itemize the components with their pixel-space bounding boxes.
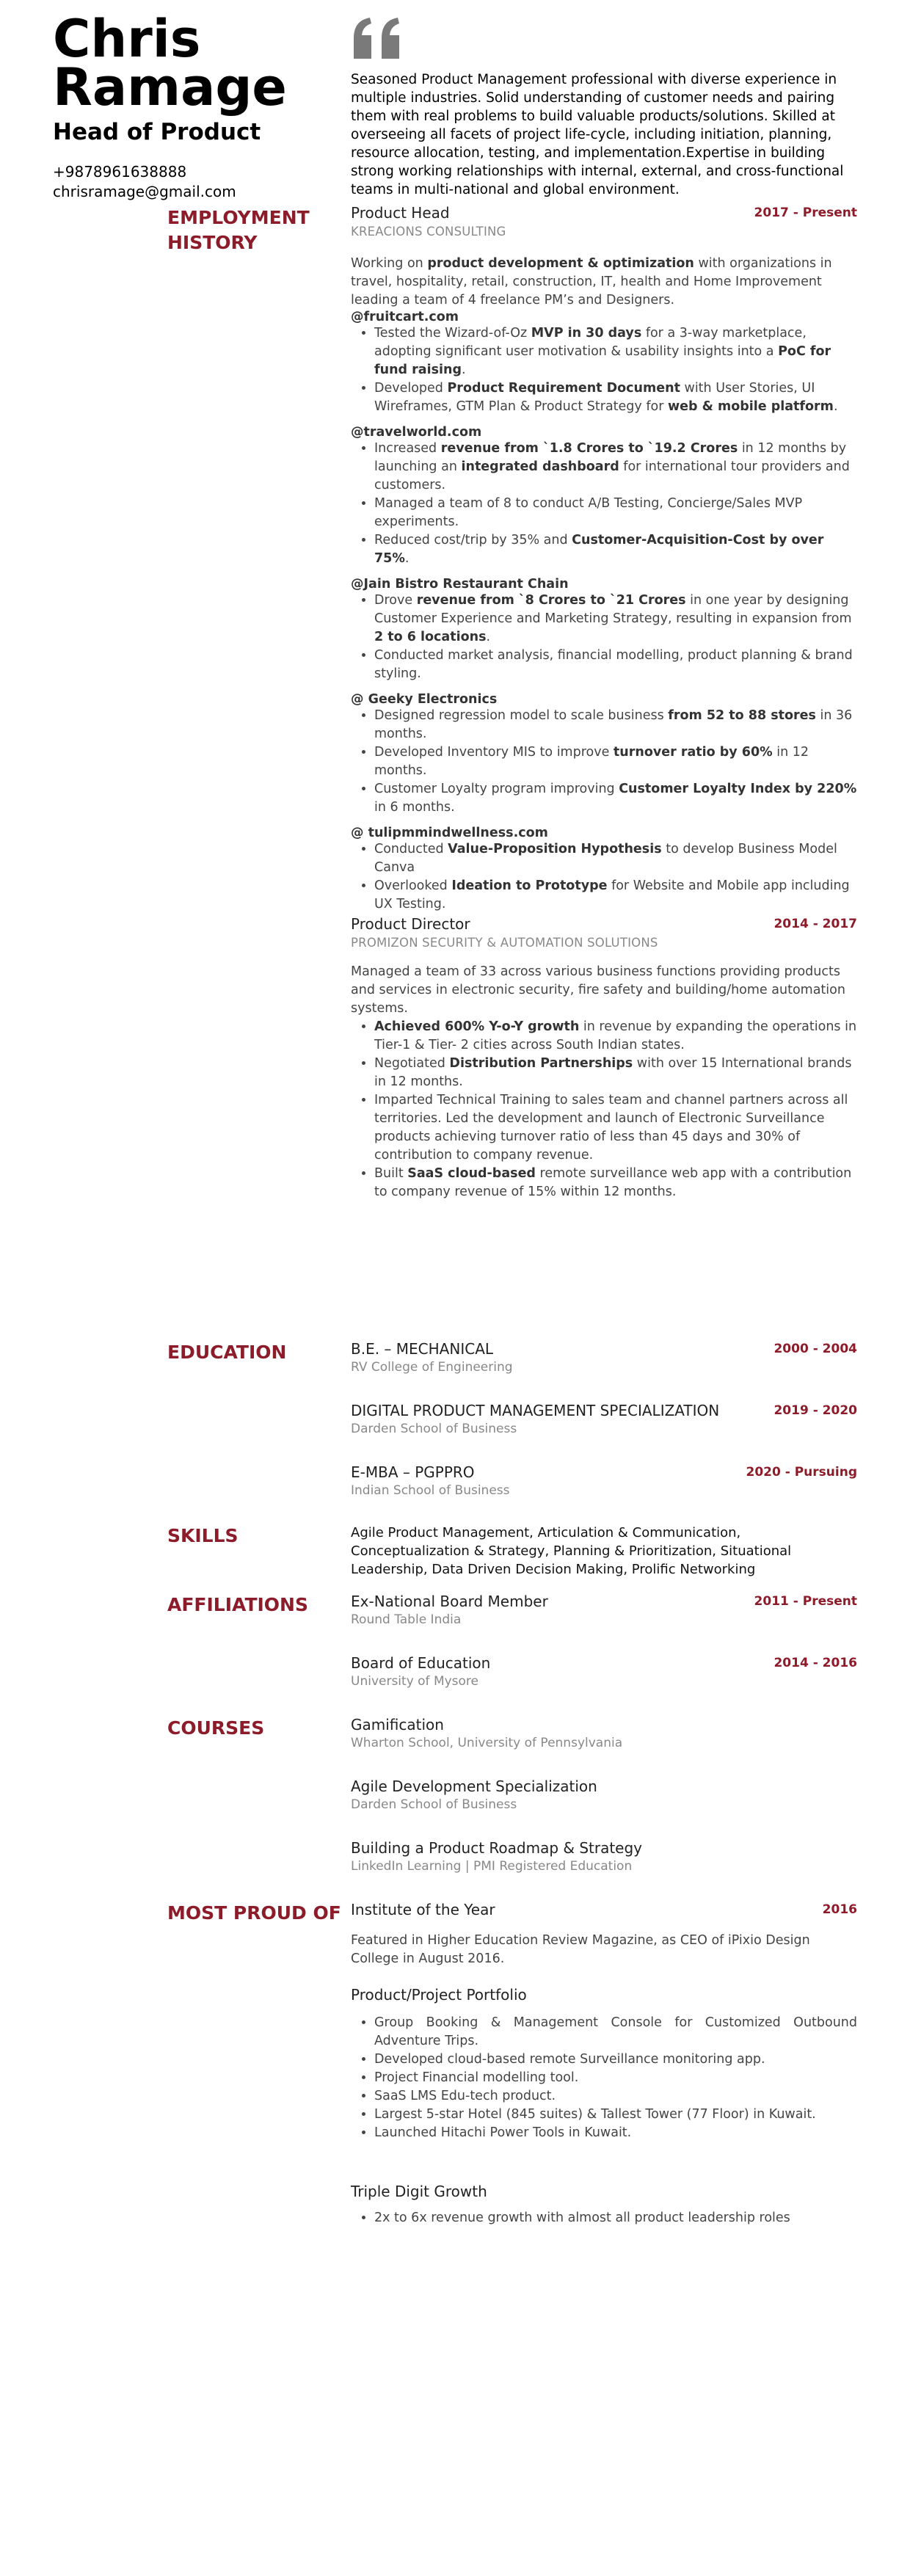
company-name: PROMIZON SECURITY & AUTOMATION SOLUTIONS: [351, 936, 658, 950]
list-item: • Tested the Wizard-of-Oz MVP in 30 days for a 3-way marketplace, adopting significant user motivation & usability insights into a PoC for fund raising.: [374, 324, 857, 379]
proud-growth: [351, 2183, 857, 2227]
list-item: • Developed Product Requirement Document with User Stories, UI Wireframes, GTM Plan & Product Strategy for web & mobile platform.: [374, 379, 857, 416]
proud-award: [351, 1901, 857, 1968]
job-entry-1: [351, 204, 857, 914]
list-item: • Designed regression model to scale business from 52 to 88 stores in 36 months.: [374, 707, 857, 743]
course-title: Gamification: [351, 1716, 444, 1733]
last-name: Ramage: [53, 57, 287, 117]
job-title: Product Director: [351, 915, 470, 933]
section-employment-history: EMPLOYMENT HISTORY: [167, 207, 310, 253]
client-handle: @ tulipmmindwellness.com: [351, 826, 548, 840]
list-item: • 2x to 6x revenue growth with almost all product leadership roles: [374, 2209, 857, 2227]
education-item: [351, 1402, 857, 1436]
section-courses: COURSES: [167, 1717, 265, 1739]
affiliation-date: 2011 - Present: [754, 1594, 857, 1609]
list-item: • Overlooked Ideation to Prototype for Website and Mobile app including UX Testing.: [374, 877, 857, 914]
profile-summary: Seasoned Product Management professional with diverse experience in multiple industries. Solid understanding of customer needs and pairing them with real problems to build valuable products/solutions. Skilled at overseeing all facets of project life-cycle, including initiation, planning, resource allocation, testing, and implementation.Expertise in building strong working relationships with internal, external, and cross-functional teams in multi-national and global environment.: [351, 72, 844, 197]
company-name: KREACIONS CONSULTING: [351, 225, 506, 239]
skills-list: Agile Product Management, Articulation & Communication, Conceptualization & Strategy, Planning & Prioritization, Situational Leadership, Data Driven Decision Making, Prolific Networking: [351, 1525, 792, 1577]
course-item: [351, 1778, 857, 1812]
course-provider: Wharton School, University of Pennsylvania: [351, 1736, 623, 1750]
course-provider: Darden School of Business: [351, 1797, 517, 1812]
list-item: • Imparted Technical Training to sales team and channel partners across all territories. Led the development and launch of Electronic Surveillance products achieving turnover ratio of less than 45 days and 30% of contribution to company revenue.: [374, 1091, 857, 1165]
affiliation-item: [351, 1654, 857, 1689]
list-item: • Conducted Value-Proposition Hypothesis to develop Business Model Canva: [374, 840, 857, 877]
job-date: 2014 - 2017: [774, 917, 857, 931]
list-item: • SaaS LMS Edu-tech product.: [374, 2087, 857, 2106]
degree-date: 2000 - 2004: [774, 1342, 857, 1356]
degree-date: 2020 - Pursuing: [746, 1465, 857, 1480]
degree-title: B.E. – MECHANICAL: [351, 1340, 494, 1358]
list-item: • Reduced cost/trip by 35% and Customer-Acquisition-Cost by over 75%.: [374, 531, 857, 568]
section-education: EDUCATION: [167, 1342, 287, 1363]
award-description: Featured in Higher Education Review Magazine, as CEO of iPixio Design College in August 2016.: [351, 1933, 810, 1966]
list-item: • Built SaaS cloud-based remote surveillance web app with a contribution to company revenue of 15% within 12 months.: [374, 1165, 857, 1201]
client-handle: @fruitcart.com: [351, 310, 459, 324]
section-skills: SKILLS: [167, 1525, 239, 1546]
job-title: Product Head: [351, 204, 450, 222]
bullet-list: [351, 324, 857, 416]
list-item: • Negotiated Distribution Partnerships with over 15 International brands in 12 months.: [374, 1055, 857, 1091]
list-item: • Project Financial modelling tool.: [374, 2069, 857, 2087]
course-provider: LinkedIn Learning | PMI Registered Education: [351, 1859, 633, 1874]
job-entry-2: [351, 915, 857, 1201]
course-title: Building a Product Roadmap & Strategy: [351, 1839, 643, 1857]
quote-icon: [351, 16, 404, 62]
section-affiliations: AFFILIATIONS: [167, 1594, 308, 1615]
list-item: • Conducted market analysis, financial modelling, product planning & brand styling.: [374, 647, 857, 683]
award-title: Institute of the Year: [351, 1901, 495, 1918]
bullet-list: [351, 592, 857, 683]
education-item: [351, 1340, 857, 1375]
job-date: 2017 - Present: [754, 205, 857, 220]
affiliation-title: Board of Education: [351, 1654, 491, 1672]
bullet-list: [351, 2209, 857, 2227]
degree-title: DIGITAL PRODUCT MANAGEMENT SPECIALIZATION: [351, 1402, 720, 1419]
bullet-list: [351, 440, 857, 568]
affiliation-item: [351, 1593, 857, 1627]
list-item: • Increased revenue from `1.8 Crores to `19.2 Crores in 12 months by launching an integrated dashboard for international tour providers and customers.: [374, 440, 857, 495]
education-item: [351, 1463, 857, 1498]
bullet-list: [351, 2014, 857, 2142]
bullet-list: [351, 707, 857, 817]
list-item: • Customer Loyalty program improving Customer Loyalty Index by 220% in 6 months.: [374, 780, 857, 817]
email[interactable]: chrisramage@gmail.com: [53, 183, 236, 200]
list-item: • Drove revenue from `8 Crores to `21 Crores in one year by designing Customer Experience and Marketing Strategy, resulting in expansion from 2 to 6 locations.: [374, 592, 857, 647]
institution: Darden School of Business: [351, 1422, 517, 1436]
institution: RV College of Engineering: [351, 1360, 513, 1375]
institution: Indian School of Business: [351, 1483, 510, 1498]
job-intro: Working on product development & optimization with organizations in travel, hospitality, retail, construction, IT, health and Home Improvement leading a team of 4 freelance PM’s and Designers.: [351, 256, 832, 308]
list-item: • Developed Inventory MIS to improve turnover ratio by 60% in 12 months.: [374, 743, 857, 780]
bullet-list: [351, 840, 857, 914]
affiliation-date: 2014 - 2016: [774, 1656, 857, 1670]
list-item: • Managed a team of 8 to conduct A/B Testing, Concierge/Sales MVP experiments.: [374, 495, 857, 531]
job-intro: Managed a team of 33 across various business functions providing products and services in electronic security, fire safety and building/home automation systems.: [351, 964, 845, 1016]
affiliation-org: Round Table India: [351, 1612, 462, 1627]
growth-title: Triple Digit Growth: [351, 2183, 487, 2200]
course-title: Agile Development Specialization: [351, 1778, 597, 1795]
portfolio-title: Product/Project Portfolio: [351, 1986, 527, 2004]
list-item: • Developed cloud-based remote Surveillance monitoring app.: [374, 2051, 857, 2069]
job-role: Head of Product: [53, 119, 261, 145]
degree-date: 2019 - 2020: [774, 1403, 857, 1418]
section-most-proud-of: MOST PROUD OF: [167, 1902, 341, 1924]
list-item: • Largest 5-star Hotel (845 suites) & Tallest Tower (77 Floor) in Kuwait.: [374, 2106, 857, 2124]
candidate-name: [53, 9, 287, 117]
award-date: 2016: [822, 1902, 857, 1917]
course-item: [351, 1839, 857, 1874]
affiliation-org: University of Mysore: [351, 1674, 479, 1689]
first-name: Chris: [53, 9, 201, 69]
client-handle: @travelworld.com: [351, 425, 482, 440]
course-item: [351, 1716, 857, 1750]
list-item: • Launched Hitachi Power Tools in Kuwait.: [374, 2124, 857, 2142]
proud-portfolio: [351, 1986, 857, 2142]
bullet-list: [351, 1018, 857, 1201]
list-item: • Achieved 600% Y-o-Y growth in revenue by expanding the operations in Tier-1 & Tier- 2 cities across South Indian states.: [374, 1018, 857, 1055]
client-handle: @ Geeky Electronics: [351, 692, 498, 707]
degree-title: E-MBA – PGPPRO: [351, 1463, 475, 1481]
phone: +9878961638888: [53, 163, 187, 181]
list-item: • Group Booking & Management Console for Customized Outbound Adventure Trips.: [374, 2014, 857, 2051]
client-handle: @Jain Bistro Restaurant Chain: [351, 577, 569, 592]
affiliation-title: Ex-National Board Member: [351, 1593, 548, 1610]
